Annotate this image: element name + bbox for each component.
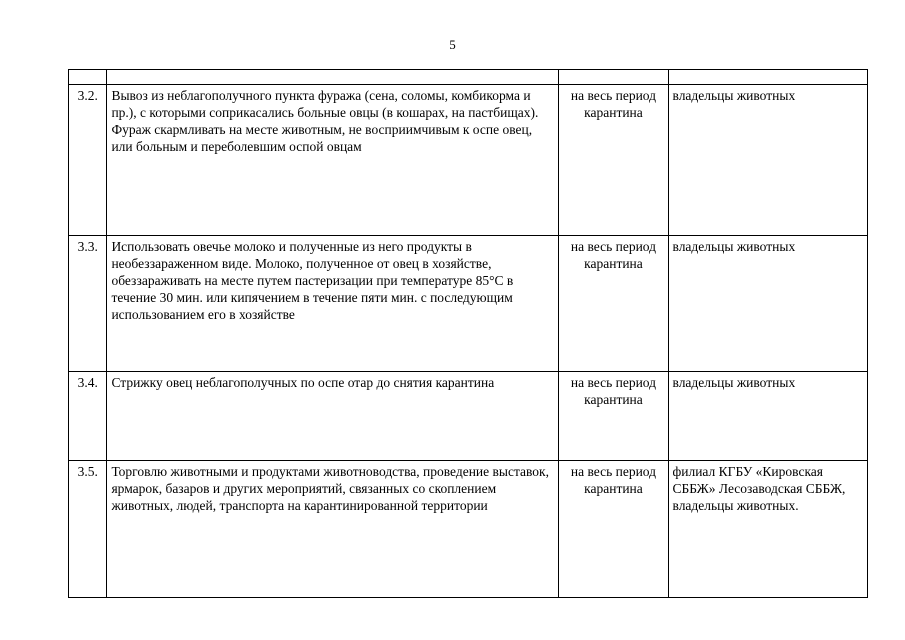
period-text: на весь период карантина: [559, 236, 668, 372]
measure-text: Стрижку овец неблагополучных по оспе отар до снятия карантина: [107, 372, 559, 461]
row-number: 3.4.: [69, 372, 107, 461]
responsible-cell: [668, 372, 868, 461]
measure-text: Вывоз из неблагополучного пункта фуража (сена, соломы, комбикорма и пр.), с которыми соприкасались больные овцы (в кошарах, на пастбищах). Фураж скармливать на месте животным, не восприимчивым к оспе овец, или больным и переболевшим оспой овцам: [107, 85, 559, 236]
table-row: [69, 85, 868, 236]
responsible-cell: [668, 461, 868, 598]
row-number: 3.3.: [69, 236, 107, 372]
measures-table: [68, 69, 868, 598]
header-cell-2: [107, 70, 559, 85]
table-header-row: [69, 70, 868, 85]
measure-text: Торговлю животными и продуктами животноводства, проведение выставок, ярмарок, базаров и других мероприятий, связанных со скоплением животных, людей, транспорта на карантинированной территории: [107, 461, 559, 598]
responsible-text: филиал КГБУ «Кировская СББЖ» Лесозаводская СББЖ,: [672, 464, 846, 496]
responsible-text: владельцы животных: [672, 239, 796, 254]
period-text: на весь период карантина: [559, 461, 668, 598]
page-number: 5: [449, 37, 456, 52]
table-row: [69, 461, 868, 598]
row-number: 3.5.: [69, 461, 107, 598]
header-cell-3: [559, 70, 668, 85]
responsible-text: владельцы животных: [672, 88, 796, 103]
row-number: 3.2.: [69, 85, 107, 236]
table-row: [69, 236, 868, 372]
table-row: [69, 372, 868, 461]
responsible-cell: [668, 236, 868, 372]
responsible-cell: [668, 85, 868, 236]
measure-text: Использовать овечье молоко и полученные из него продукты в необеззараженном виде. Молоко, полученное от овец в хозяйстве, обеззараживать на месте путем пастеризации при температуре 85°С в течение 30 мин. или кипячением в течение пяти мин. с последующим использованием его в хозяйстве: [107, 236, 559, 372]
header-cell-1: [69, 70, 107, 85]
period-text: на весь период карантина: [559, 85, 668, 236]
period-text: на весь период карантина: [559, 372, 668, 461]
header-cell-4: [668, 70, 868, 85]
responsible-text: владельцы животных.: [672, 498, 799, 513]
responsible-text: владельцы животных: [672, 375, 796, 390]
